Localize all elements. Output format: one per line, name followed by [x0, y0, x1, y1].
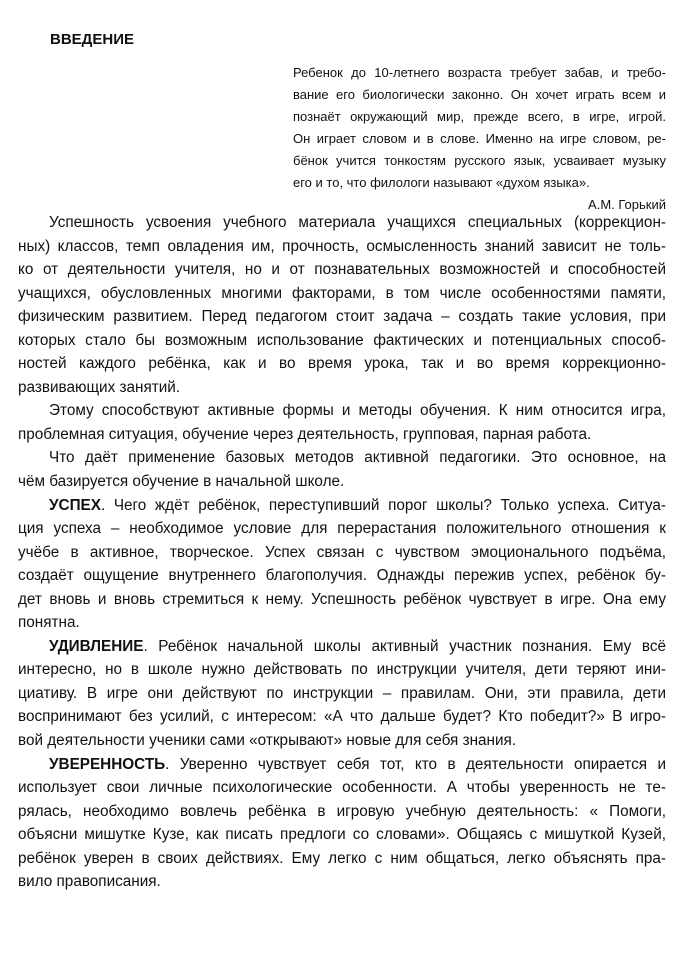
text-line: Этому способствуют активные формы и методы обучения. К ним относится игра, [49, 402, 666, 420]
text-line: учащихся, обусловленных многими факторами, в том числе особенностями памяти, [18, 284, 666, 302]
text-line: физическим развитием. Перед педагогом стоит задача – создать такие условия, при [18, 308, 666, 326]
paragraph-basic-methods [18, 446, 666, 493]
epigraph-line: бёнок учится тонкостям русского язык, усваивает музыку [293, 153, 666, 168]
paragraph-success [18, 494, 666, 635]
paragraph-lead: УСПЕХ [49, 496, 101, 514]
text-line: ностей каждого ребёнка, как и во время урока, так и во время коррекционно- [18, 355, 666, 373]
text-line: вило правописания. [18, 873, 161, 891]
epigraph-line: его и то, что филологи называют «духом языка». [293, 175, 590, 190]
text-line [18, 753, 666, 777]
text-line [18, 635, 666, 659]
text-line: которых стало бы возможным использование фактических и потенциальных способ- [18, 331, 666, 349]
epigraph-line: познаёт окружающий мир, прежде всего, в игре, игрой. [293, 109, 666, 124]
text-line: Что даёт применение базовых методов активной педагогики. Это основное, на [49, 449, 666, 467]
epigraph-author: А.М. Горький [588, 197, 666, 212]
text-line [18, 494, 666, 518]
paragraph-confidence [18, 753, 666, 894]
text-line: ных) классов, темп овладения им, прочность, осмысленность знаний зависит не толь- [18, 237, 666, 255]
text-line: ребёнок уверен в своих действиях. Ему легко с ним общаться, легко объяснять пра- [18, 849, 666, 867]
section-heading: ВВЕДЕНИЕ [50, 31, 134, 48]
text-line: использует свои личные психологические особенности. А чтобы уверенность не те- [18, 779, 666, 797]
text-line-rest: . Ребёнок начальной школы активный участник познания. Ему всё [143, 637, 666, 655]
text-line: чём базируется обучение в начальной школе. [18, 473, 345, 491]
epigraph [293, 62, 666, 216]
paragraph-intro [18, 211, 666, 399]
text-line: циативу. В игре они действуют по инструкции – правилам. Они, эти правила, дети [18, 684, 666, 702]
text-line: развивающих занятий. [18, 378, 181, 396]
text-line: учёбе в активное, творческое. Успех связан с чувством эмоционального подъёма, [18, 543, 666, 561]
text-line: ция успеха – необходимое условие для перерастания положительного отношения к [18, 520, 666, 538]
text-line: дет вновь и вновь стремиться к нему. Успешность ребёнок чувствует в игре. Она ему [18, 590, 666, 608]
text-line: Успешность усвоения учебного материала учащихся специальных (коррекцион- [49, 214, 666, 231]
paragraph-active-methods [18, 399, 666, 446]
text-line-rest: . Уверенно чувствует себя тот, кто в деятельности опирается и [165, 755, 666, 773]
text-line-rest: . Чего ждёт ребёнок, переступивший порог школы? Только успеха. Ситуа- [100, 496, 666, 514]
text-line: создаёт ощущение внутреннего благополучия. Однажды пережив успех, ребёнок бу- [18, 567, 666, 585]
text-line: вой деятельности ученики сами «открывают» новые для себя знания. [18, 732, 517, 750]
text-line: ко от деятельности учителя, но и от познавательных возможностей и способностей [18, 261, 666, 279]
epigraph-line: Ребенок до 10-летнего возраста требует забав, и требо- [293, 65, 666, 80]
body-text [18, 211, 666, 894]
paragraph-surprise [18, 635, 666, 753]
paragraph-lead: УВЕРЕННОСТЬ [49, 755, 166, 773]
text-line: проблемная ситуация, обучение через деятельность, групповая, парная работа. [18, 425, 592, 443]
text-line: объясни мишутке Кузе, как писать предлоги со словами». Общаясь с мишуткой Кузей, [18, 826, 666, 844]
text-line: рялась, необходимо вовлечь ребёнка в игровую учебную деятельность: « Помоги, [18, 802, 666, 820]
text-line: понятна. [18, 614, 80, 632]
paragraph-lead: УДИВЛЕНИЕ [49, 637, 144, 655]
text-line: воспринимают без усилий, с интересом: «А что дальше будет? Кто победит?» В игро- [18, 708, 666, 726]
epigraph-line: Он играет словом и в слове. Именно на игре словом, ре- [293, 131, 666, 146]
text-line: интересно, но в школе нужно действовать по инструкции учителя, дети теряют ини- [18, 661, 666, 679]
epigraph-line: вание его биологически законно. Он хочет играть всем и [293, 87, 666, 102]
